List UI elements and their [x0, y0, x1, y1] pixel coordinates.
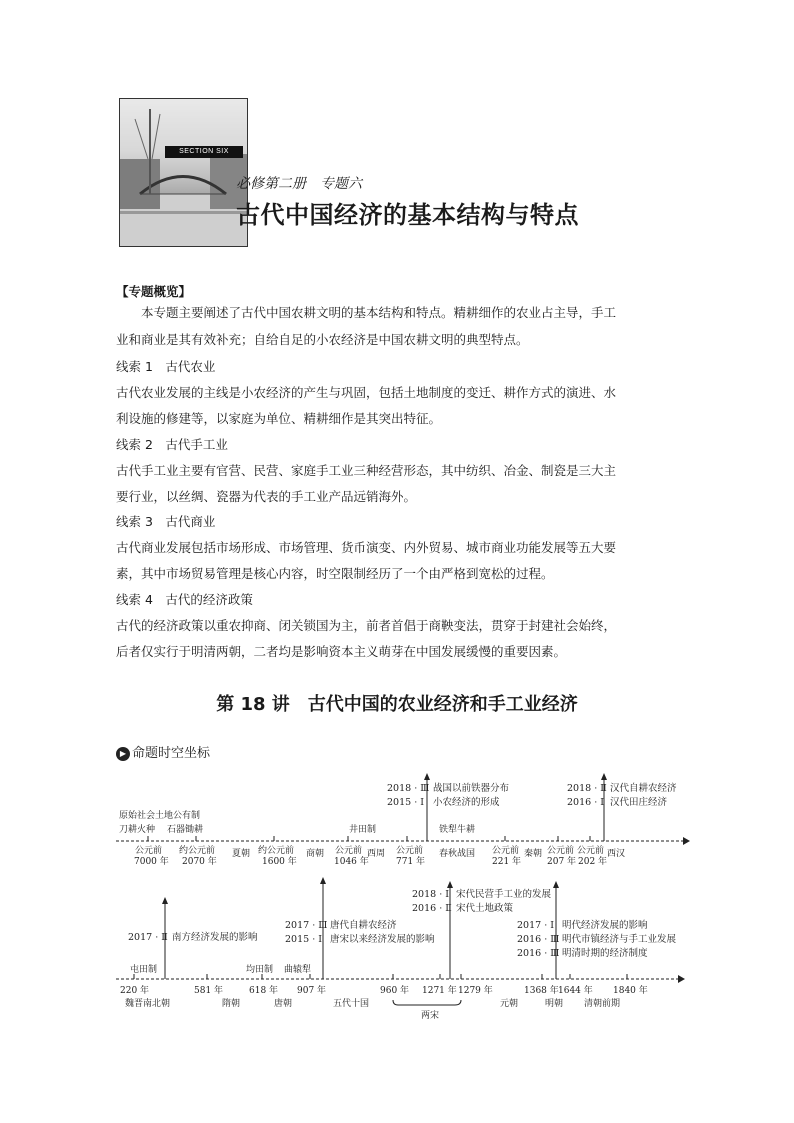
lecture-title: 第 18 讲 古代中国的农业经济和手工业经济	[216, 694, 578, 715]
dynasty-tang: 唐朝	[274, 999, 293, 1009]
exam-1-tag-1: 2018 · Ⅲ	[387, 783, 430, 794]
clue-1-line-2: 利设施的修建等，以家庭为单位、精耕细作是其突出特征。	[116, 411, 442, 426]
date-7000bc-b: 7000 年	[134, 857, 169, 867]
exam-2-item-2: 汉代田庄经济	[610, 797, 668, 808]
clue-2-line-2: 要行业，以丝绸、瓷器为代表的手工业产品远销海外。	[116, 489, 417, 504]
clue-3-line-2: 素，其中市场贸易管理是核心内容，时空限制经历了一个由严格到宽松的过程。	[116, 566, 554, 581]
exam-ming-item-2: 明代市镇经济与手工业发展	[562, 934, 677, 945]
exam-ming-item-1: 明代经济发展的影响	[562, 920, 648, 931]
dynasty-qing-early: 清朝前期	[584, 999, 621, 1009]
section-tag: SECTION SIX	[165, 146, 243, 158]
dynasty-xia: 夏朝	[232, 849, 251, 859]
slash-burn-label: 刀耕火种	[119, 825, 156, 835]
exam-song-tag-1: 2018 · Ⅰ	[412, 889, 449, 900]
exam-ming-item-3: 明清时期的经济制度	[562, 948, 648, 959]
exam-2-item-1: 汉代自耕农经济	[610, 783, 677, 794]
date-7000bc-a: 公元前	[135, 846, 163, 856]
juntian-label: 均田制	[246, 965, 274, 975]
dynasty-shang: 商朝	[306, 849, 325, 859]
clue-3-line-1: 古代商业发展包括市场形成、市场管理、货币演变、内外贸易、城市商业功能发展等五大要	[116, 540, 617, 555]
intro-line-1: 本专题主要阐述了古代中国农耕文明的基本结构和特点。精耕细作的农业占主导，手工	[141, 305, 617, 320]
timeline-1-arrowhead	[683, 837, 690, 845]
date-2070bc-b: 2070 年	[182, 857, 217, 867]
well-field-label: 井田制	[349, 825, 377, 835]
year-1644: 1644 年	[558, 986, 593, 996]
exam-ming-tag-1: 2017 · Ⅰ	[517, 920, 554, 931]
clue-2-line-1: 古代手工业主要有官营、民营、家庭手工业三种经营形态，其中纺织、冶金、制瓷是三大主	[116, 463, 617, 478]
exam-1-item-2: 小农经济的形成	[433, 797, 500, 808]
exam-ming-tag-3: 2016 · Ⅲ	[517, 948, 560, 959]
period-five-dynasties: 五代十国	[333, 999, 370, 1009]
overview-heading: 【专题概览】	[116, 284, 192, 299]
exam-ming-tag-2: 2016 · Ⅲ	[517, 934, 560, 945]
date-221bc-a: 公元前	[492, 846, 520, 856]
clue-4-label: 线索 4 古代的经济政策	[116, 592, 253, 607]
exam-tang-item-1: 唐代自耕农经济	[330, 920, 397, 931]
topic-title: 古代中国经济的基本结构与特点	[236, 201, 579, 229]
exam-1-item-1: 战国以前铁器分布	[433, 783, 510, 794]
period-wei-jin: 魏晋南北朝	[125, 999, 171, 1009]
dynasty-western-zhou: 西周	[367, 849, 386, 859]
clue-4-line-2: 后者仅实行于明清两朝，二者均是影响资本主义萌芽在中国发展缓慢的重要因素。	[116, 644, 567, 659]
clue-2-label: 线索 2 古代手工业	[116, 437, 228, 452]
date-1046bc-a: 公元前	[335, 846, 363, 856]
exam-song-item-2: 宋代土地政策	[456, 903, 514, 914]
date-221bc-b: 221 年	[492, 857, 522, 867]
exam-2-tag-2: 2016 · Ⅰ	[567, 797, 604, 808]
year-960: 960 年	[380, 986, 410, 996]
quyuan-plough-label: 曲辕犁	[284, 965, 312, 975]
dynasty-sui: 隋朝	[222, 999, 241, 1009]
book-subtitle: 必修第二册 专题六	[236, 176, 362, 192]
exam-1-tag-2: 2015 · Ⅰ	[387, 797, 424, 808]
year-907: 907 年	[297, 986, 327, 996]
year-1840: 1840 年	[613, 986, 648, 996]
date-207bc-a: 公元前	[547, 846, 575, 856]
clue-3-label: 线索 3 古代商业	[116, 514, 216, 529]
dynasty-ming: 明朝	[545, 999, 564, 1009]
year-1368: 1368 年	[524, 986, 559, 996]
date-1600bc-a: 约公元前	[258, 846, 295, 856]
timeline-2-arrowhead	[678, 975, 685, 983]
exam-tang-tag-1: 2017 · Ⅲ	[285, 920, 328, 931]
date-1046bc-b: 1046 年	[334, 857, 369, 867]
dynasty-western-han: 西汉	[607, 849, 626, 859]
date-1600bc-b: 1600 年	[262, 857, 297, 867]
exam-tang-item-2: 唐宋以来经济发展的影响	[330, 934, 435, 945]
coordinate-heading-text: 命题时空坐标	[132, 746, 211, 761]
tuntian-label: 屯田制	[130, 965, 158, 975]
iron-plough-label: 铁犁牛耕	[439, 825, 476, 835]
play-icon: ▶	[116, 747, 130, 761]
dynasty-qin: 秦朝	[524, 849, 543, 859]
exam-song-item-1: 宋代民营手工业的发展	[456, 889, 552, 900]
exam-nanfang-tag: 2017 · Ⅱ	[128, 932, 168, 943]
date-771bc-a: 公元前	[396, 846, 424, 856]
clue-1-line-1: 古代农业发展的主线是小农经济的产生与巩固，包括土地制度的变迁、耕作方式的演进、水	[116, 385, 617, 400]
land-public-label: 原始社会土地公有制	[119, 811, 201, 821]
year-1279: 1279 年	[458, 986, 493, 996]
song-bracket	[393, 1000, 461, 1005]
stone-hoe-label: 石器锄耕	[167, 825, 204, 835]
year-581: 581 年	[194, 986, 224, 996]
date-202bc-b: 202 年	[578, 857, 608, 867]
dynasty-yuan: 元朝	[500, 999, 519, 1009]
date-771bc-b: 771 年	[396, 857, 426, 867]
exam-song-tag-2: 2016 · Ⅱ	[412, 903, 452, 914]
date-207bc-b: 207 年	[547, 857, 577, 867]
exam-2-tag-1: 2018 · Ⅱ	[567, 783, 607, 794]
year-1271: 1271 年	[422, 986, 457, 996]
clue-4-line-1: 古代的经济政策以重农抑商、闭关锁国为主，前者首倡于商鞅变法，贯穿于封建社会始终，	[116, 618, 617, 633]
dynasty-two-song: 两宋	[421, 1011, 440, 1021]
exam-tang-tag-2: 2015 · Ⅰ	[285, 934, 322, 945]
clue-1-label: 线索 1 古代农业	[116, 359, 216, 374]
date-2070bc-a: 约公元前	[179, 846, 216, 856]
year-618: 618 年	[249, 986, 279, 996]
period-spring-autumn: 春秋战国	[439, 849, 476, 859]
exam-nanfang-item: 南方经济发展的影响	[172, 932, 258, 943]
date-202bc-a: 公元前	[577, 846, 605, 856]
intro-line-2: 业和商业是其有效补充；自给自足的小农经济是中国农耕文明的典型特点。	[116, 332, 529, 347]
year-220: 220 年	[120, 986, 150, 996]
